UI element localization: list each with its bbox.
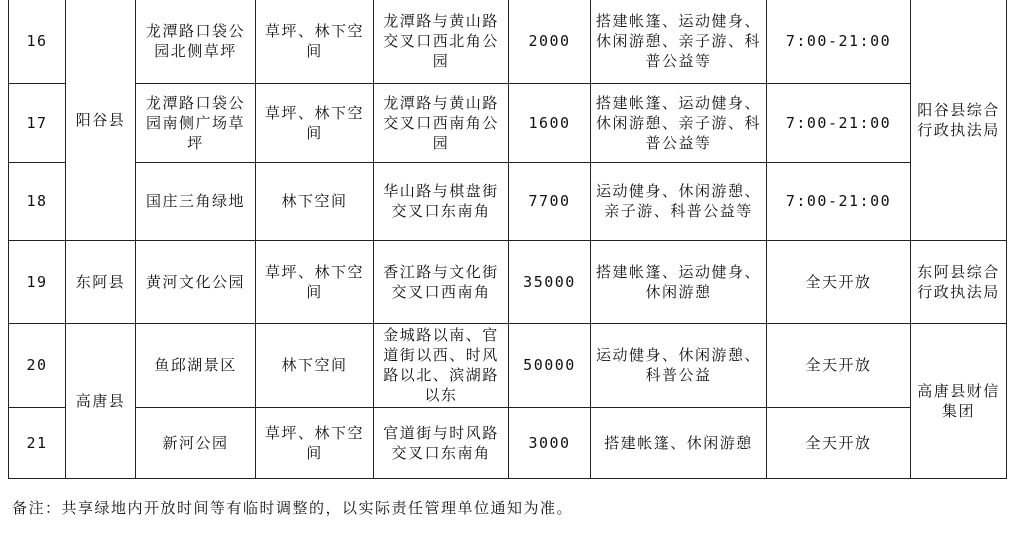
- space-type: 草坪、林下空间: [256, 240, 374, 323]
- table-row: [9, 323, 1007, 407]
- activities: 搭建帐篷、休闲游憩: [591, 407, 767, 478]
- activities: 搭建帐篷、运动健身、休闲游憩、亲子游、科普公益等: [591, 83, 767, 162]
- green-space-name: 新河公园: [136, 407, 256, 478]
- management-unit: 高唐县财信集团: [911, 323, 1007, 478]
- green-space-name: 黄河文化公园: [136, 240, 256, 323]
- table-row: [9, 240, 1007, 323]
- activities: 搭建帐篷、运动健身、休闲游憩: [591, 240, 767, 323]
- county-cell: 阳谷县: [66, 0, 136, 240]
- row-number: 16: [9, 0, 66, 83]
- activities: 运动健身、休闲游憩、亲子游、科普公益等: [591, 162, 767, 240]
- opening-hours: 7:00-21:00: [767, 0, 911, 83]
- space-type: 草坪、林下空间: [256, 83, 374, 162]
- area: 3000: [509, 407, 591, 478]
- opening-hours: 7:00-21:00: [767, 83, 911, 162]
- opening-hours: 全天开放: [767, 407, 911, 478]
- table-row: [9, 407, 1007, 478]
- location: 金城路以南、官道街以西、时风路以北、滨湖路以东: [374, 323, 509, 407]
- space-type: 林下空间: [256, 162, 374, 240]
- area: 35000: [509, 240, 591, 323]
- green-space-name: 鱼邱湖景区: [136, 323, 256, 407]
- green-space-table: [8, 0, 1007, 479]
- row-number: 18: [9, 162, 66, 240]
- green-space-name: 龙潭路口袋公园南侧广场草坪: [136, 83, 256, 162]
- row-number: 21: [9, 407, 66, 478]
- area: 7700: [509, 162, 591, 240]
- table-row: [9, 162, 1007, 240]
- space-type: 草坪、林下空间: [256, 0, 374, 83]
- footnote: 备注：共享绿地内开放时间等有临时调整的，以实际责任管理单位通知为准。: [12, 499, 574, 517]
- county-cell: 东阿县: [66, 240, 136, 323]
- management-unit: 阳谷县综合行政执法局: [911, 0, 1007, 240]
- opening-hours: 全天开放: [767, 240, 911, 323]
- opening-hours: 7:00-21:00: [767, 162, 911, 240]
- space-type: 草坪、林下空间: [256, 407, 374, 478]
- location: 华山路与棋盘街交叉口东南角: [374, 162, 509, 240]
- location: 官道街与时风路交叉口东南角: [374, 407, 509, 478]
- table-row: [9, 0, 1007, 83]
- activities: 运动健身、休闲游憩、科普公益: [591, 323, 767, 407]
- row-number: 19: [9, 240, 66, 323]
- location: 香江路与文化街交叉口西南角: [374, 240, 509, 323]
- green-space-name: 龙潭路口袋公园北侧草坪: [136, 0, 256, 83]
- county-cell: 高唐县: [66, 323, 136, 478]
- area: 1600: [509, 83, 591, 162]
- area: 2000: [509, 0, 591, 83]
- opening-hours: 全天开放: [767, 323, 911, 407]
- area: 50000: [509, 323, 591, 407]
- location: 龙潭路与黄山路交叉口西北角公园: [374, 0, 509, 83]
- space-type: 林下空间: [256, 323, 374, 407]
- activities: 搭建帐篷、运动健身、休闲游憩、亲子游、科普公益等: [591, 0, 767, 83]
- green-space-name: 国庄三角绿地: [136, 162, 256, 240]
- row-number: 20: [9, 323, 66, 407]
- location: 龙潭路与黄山路交叉口西南角公园: [374, 83, 509, 162]
- management-unit: 东阿县综合行政执法局: [911, 240, 1007, 323]
- row-number: 17: [9, 83, 66, 162]
- table-row: [9, 83, 1007, 162]
